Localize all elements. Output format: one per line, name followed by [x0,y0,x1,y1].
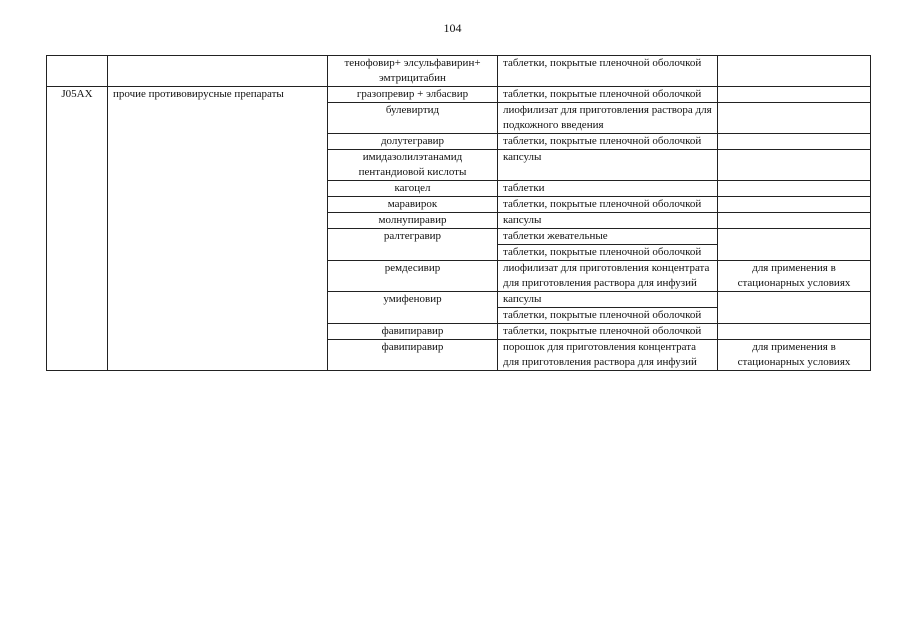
dosage-form-cell: лиофилизат для приготовления раствора для подкожного введения [498,103,718,134]
drug-name-cell: ремдесивир [328,261,498,292]
drug-name-cell: имидазолилэтанамид пентандиовой кислоты [328,150,498,181]
dosage-form-cell: капсулы [498,292,718,308]
drug-name-cell: тенофовир+ элсульфавирин+ эмтрицитабин [328,56,498,87]
note-cell [718,56,871,87]
dosage-form-cell: таблетки, покрытые пленочной оболочкой [498,197,718,213]
note-cell [718,150,871,181]
atc-code-cell [47,56,108,87]
dosage-form-cell: таблетки, покрытые пленочной оболочкой [498,308,718,324]
note-cell [718,197,871,213]
dosage-form-cell: таблетки, покрытые пленочной оболочкой [498,87,718,103]
dosage-form-cell: капсулы [498,150,718,181]
drug-name-cell: гразопревир + элбасвир [328,87,498,103]
table-row [47,56,871,87]
atc-code-cell: J05AX [47,87,108,371]
dosage-form-cell: таблетки, покрытые пленочной оболочкой [498,324,718,340]
page-number: 104 [443,21,462,35]
dosage-form-cell: таблетки жевательные [498,229,718,245]
note-cell [718,181,871,197]
note-cell: для применения в стационарных условиях [718,340,871,371]
drug-name-cell: булевиртид [328,103,498,134]
drug-table [46,55,871,371]
table-row [47,87,871,103]
note-cell [718,87,871,103]
dosage-form-cell: таблетки, покрытые пленочной оболочкой [498,134,718,150]
dosage-form-cell: таблетки [498,181,718,197]
group-cell: прочие противовирусные препараты [108,87,328,371]
drug-name-cell: молнупиравир [328,213,498,229]
group-cell [108,56,328,87]
drug-name-cell: долутегравир [328,134,498,150]
dosage-form-cell: таблетки, покрытые пленочной оболочкой [498,245,718,261]
note-cell: для применения в стационарных условиях [718,261,871,292]
drug-name-cell: ралтегравир [328,229,498,261]
note-cell [718,292,871,324]
drug-name-cell: кагоцел [328,181,498,197]
note-cell [718,213,871,229]
drug-name-cell: маравирок [328,197,498,213]
note-cell [718,103,871,134]
dosage-form-cell: лиофилизат для приготовления концентрата для приготовления раствора для инфузий [498,261,718,292]
drug-name-cell: умифеновир [328,292,498,324]
drug-name-cell: фавипиравир [328,340,498,371]
dosage-form-cell: капсулы [498,213,718,229]
note-cell [718,229,871,261]
dosage-form-cell: порошок для приготовления концентрата для приготовления раствора для инфузий [498,340,718,371]
drug-name-cell: фавипиравир [328,324,498,340]
note-cell [718,324,871,340]
dosage-form-cell: таблетки, покрытые пленочной оболочкой [498,56,718,87]
note-cell [718,134,871,150]
